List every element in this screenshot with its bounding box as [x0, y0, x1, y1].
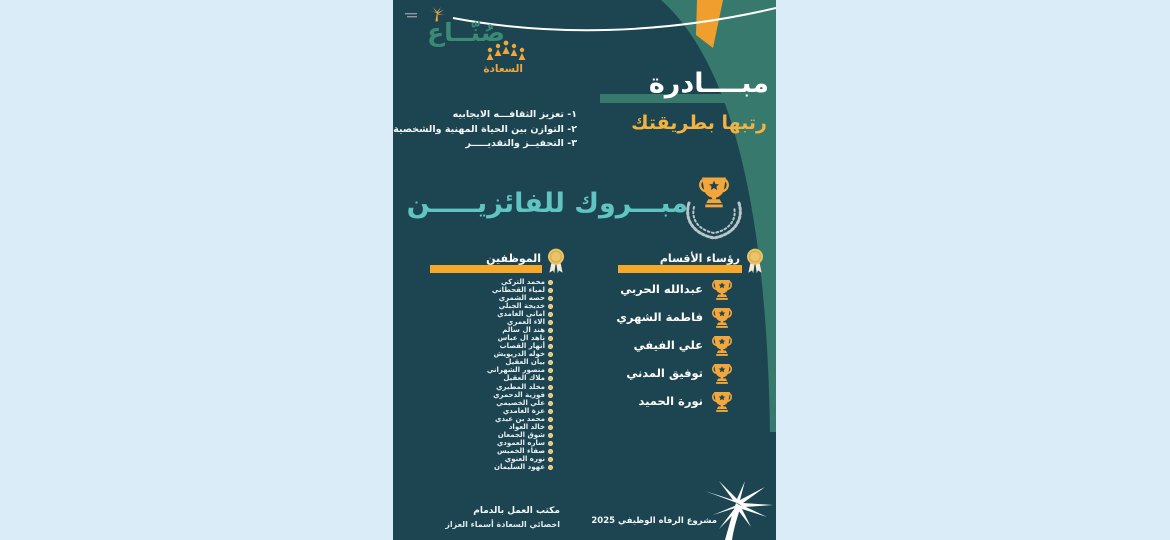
goal-item: ١- تعزيز الثقافـــه الايجابيه	[452, 109, 577, 120]
medal-icon	[546, 248, 566, 275]
winner-name: عزة الغامدي	[502, 406, 545, 415]
winner-name: خوله الدريويش	[493, 350, 545, 359]
medal-icon	[548, 449, 553, 454]
trophy-icon	[710, 279, 734, 301]
happiness-makers-logo	[417, 20, 527, 84]
medal-icon	[548, 328, 553, 333]
medal-icon	[548, 401, 553, 406]
trophy-icon	[710, 363, 734, 385]
winner-row	[626, 362, 734, 386]
trophy-icon	[710, 307, 734, 329]
congrats-headline: مبـــروك للفائزيـــــن	[406, 188, 688, 219]
section-title-heads: رؤساء الأقسام	[659, 252, 740, 265]
medal-icon	[548, 465, 553, 470]
winner-name: شوق الجمعان	[497, 431, 545, 440]
winner-name: خديجة الجبلي	[498, 301, 545, 310]
medal-icon	[548, 409, 553, 414]
medal-icon	[548, 368, 553, 373]
winner-row	[634, 334, 734, 358]
medal-icon	[548, 360, 553, 365]
footer-office: مكتب العمل بالدمام	[473, 506, 560, 516]
winner-row	[616, 306, 734, 330]
medal-icon	[548, 417, 553, 422]
winner-name: خالد العواد	[508, 422, 545, 431]
medal-icon	[548, 280, 553, 285]
section-title-employees: الموظفين	[486, 252, 541, 265]
employees-list	[405, 278, 553, 472]
list-item	[405, 391, 553, 399]
winner-name: فوزية الدحمري	[493, 390, 545, 399]
footer-project: مشروع الرفاه الوظيفي 2025	[591, 516, 717, 526]
goal-item: ٣- التحفيــز والتقديـــــر	[465, 138, 577, 149]
winner-name: أنهار القصاب	[499, 342, 545, 351]
medal-icon	[745, 248, 765, 275]
winner-name: الاء العمري	[506, 317, 545, 326]
medal-icon	[548, 344, 553, 349]
people-figures-icon	[485, 38, 527, 62]
winner-name: لمياء القحطاني	[491, 285, 545, 294]
poster	[393, 0, 776, 540]
medal-icon	[548, 304, 553, 309]
winner-row	[620, 278, 734, 302]
palm-tree-icon	[699, 481, 773, 540]
winner-name: محمد التركي	[501, 277, 545, 286]
footer-specialist: اخصائي السعادة أسماء العزاز	[445, 520, 560, 529]
section-bar	[430, 265, 542, 273]
medal-icon	[548, 433, 553, 438]
list-item	[405, 383, 553, 391]
medal-icon	[548, 425, 553, 430]
medal-icon	[548, 296, 553, 301]
list-item	[405, 286, 553, 294]
medal-icon	[548, 393, 553, 398]
winner-name: ساره العمودي	[496, 439, 545, 448]
logo-title: صُنّــاع	[427, 18, 505, 47]
medal-icon	[548, 320, 553, 325]
initiative-title: مبــــادرة	[648, 68, 769, 99]
winner-name: حصه الشمري	[498, 293, 545, 302]
winner-name: محمد بن عيدي	[494, 414, 545, 423]
winner-name: هند ال سالم	[502, 326, 545, 334]
medal-icon	[548, 352, 553, 357]
goals-list	[393, 108, 577, 152]
winner-name: منصور الشهراني	[486, 366, 545, 375]
trophy-icon	[710, 391, 734, 413]
winner-name: مخلد المطيري	[496, 382, 545, 391]
medal-icon	[548, 288, 553, 293]
winner-name: نوره العنوي	[504, 455, 545, 464]
winner-name: بيان العقيل	[505, 358, 545, 367]
laurel-wreath-icon	[681, 201, 747, 243]
medal-icon	[548, 376, 553, 381]
winner-name: فاطمة الشهري	[616, 310, 703, 325]
list-item	[405, 278, 553, 286]
logo-subtitle: السعادة	[483, 63, 523, 75]
medal-icon	[548, 336, 553, 341]
list-item	[405, 375, 553, 383]
winner-name: صفاء الخميس	[497, 447, 545, 456]
winner-name: عهود السليمان	[494, 463, 545, 472]
winner-name: نورة الحميد	[638, 394, 703, 409]
winner-row	[638, 390, 734, 414]
winner-name: عبدالله الحربي	[620, 282, 703, 297]
winner-name: اماني الغامدي	[497, 309, 545, 318]
winner-name: ملاك العقيل	[503, 374, 545, 383]
goal-item: ٢- التوازن بين الحياة المهنية والشخصية	[393, 123, 577, 135]
winner-name: ناهد ال عباس	[497, 334, 545, 343]
winner-name: علي الخصيمي	[496, 398, 545, 407]
medal-icon	[548, 385, 553, 390]
trophy-wreath-badge	[681, 176, 747, 244]
list-item	[405, 464, 553, 472]
trophy-icon	[710, 335, 734, 357]
section-bar	[618, 265, 742, 273]
initiative-subtitle: رتبها بطريقتك	[631, 112, 767, 134]
medal-icon	[548, 457, 553, 462]
medal-icon	[548, 312, 553, 317]
medal-icon	[548, 441, 553, 446]
winner-name: توفيق المدني	[626, 366, 703, 381]
winner-name: علي الفيفي	[633, 338, 703, 353]
